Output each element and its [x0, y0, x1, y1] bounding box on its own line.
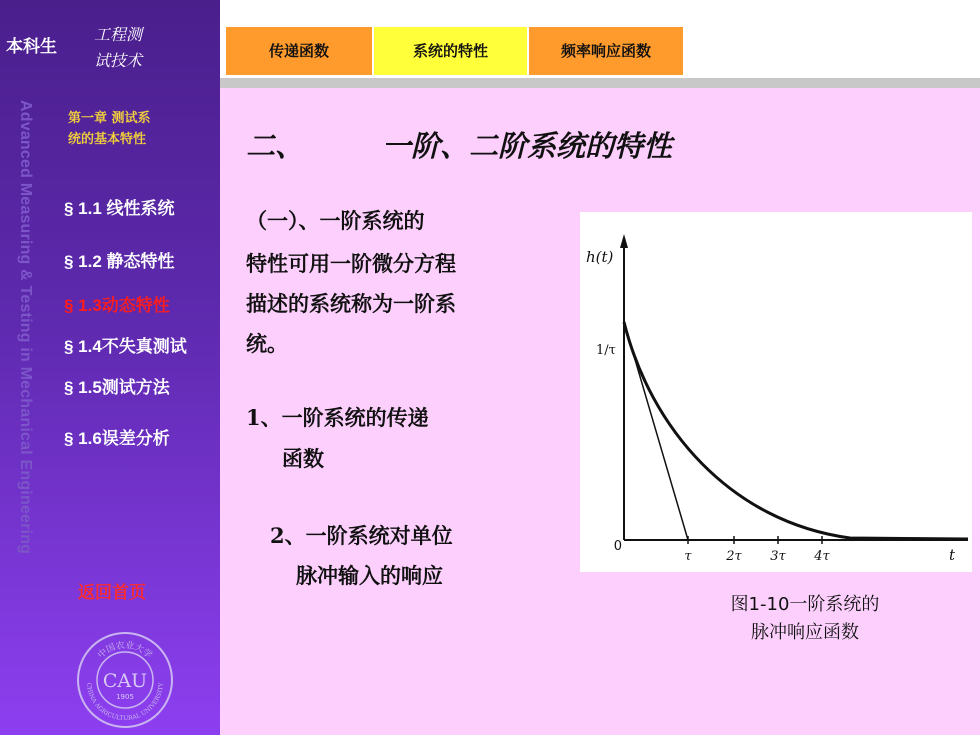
y-tick-label: 1/τ [596, 343, 616, 358]
x-axis-label: t [948, 546, 956, 564]
sidebar-item-linear-system[interactable]: § 1.1 线性系统 [64, 199, 175, 218]
sidebar-item-dynamic-characteristics[interactable]: § 1.3动态特性 [64, 296, 170, 315]
y-axis-label: h(t) [586, 248, 614, 266]
header-divider [220, 78, 980, 88]
item1-title-line1: 1、一阶系统的传递 [246, 405, 429, 430]
sidebar-item-test-methods[interactable]: § 1.5测试方法 [64, 378, 170, 397]
sidebar-item-static-characteristics[interactable]: § 1.2 静态特性 [64, 252, 175, 271]
brand-label: 本科生 [6, 37, 57, 57]
logo-center-text: CAU [102, 670, 148, 692]
course-title-line2: 试技术 [94, 51, 143, 70]
response-curve [624, 322, 968, 539]
figure-caption-line1: 图1-10一阶系统的 [730, 594, 880, 615]
y-axis-arrow [620, 234, 628, 248]
title-text: 一阶、二阶系统的特性 [382, 129, 673, 163]
home-link[interactable]: 返回首页 [78, 583, 146, 603]
figure-caption-line2: 脉冲响应函数 [751, 622, 859, 643]
figure-caption [700, 591, 910, 647]
course-title [94, 22, 142, 74]
page-title [246, 124, 672, 165]
chapter-title-line2: 统的基本特性 [68, 132, 147, 147]
chapter-title [68, 108, 213, 150]
x-tick-label: 3τ [770, 549, 786, 564]
origin-label: 0 [613, 539, 622, 554]
sidebar-item-error-analysis[interactable]: § 1.6误差分析 [64, 429, 170, 448]
tab-frequency-response[interactable]: 频率响应函数 [529, 27, 683, 75]
title-number: 二、 [246, 129, 305, 163]
item2-title-line1: 2、一阶系统对单位 [270, 523, 453, 548]
tab-transfer-function[interactable]: 传递函数 [226, 27, 372, 75]
paragraph-line: （一）、一阶系统的 [246, 208, 425, 233]
university-logo [75, 630, 175, 730]
x-tick-label: 2τ [726, 549, 742, 564]
chapter-title-line1: 第一章 测试系 [68, 111, 151, 126]
logo-bottom-text: CHINA AGRICULTURAL UNIVERSITY [84, 682, 166, 723]
tab-system-characteristics[interactable]: 系统的特性 [374, 27, 527, 75]
x-tick-label: τ [684, 549, 692, 564]
x-tick-label: 4τ [814, 549, 830, 564]
svg-text:中国农业大学 [95, 639, 155, 661]
item2-title-line2: 脉冲输入的响应 [296, 563, 443, 588]
tangent-line [624, 322, 688, 540]
paragraph-line: 统。 [246, 331, 288, 356]
paragraph-line: 描述的系统称为一阶系 [246, 291, 456, 316]
impulse-response-figure [580, 212, 972, 572]
item1-title-line2: 函数 [282, 446, 324, 471]
course-title-line1: 工程测 [94, 25, 143, 44]
sidebar-item-distortionless-testing[interactable]: § 1.4不失真测试 [64, 337, 187, 356]
sidebar [0, 0, 220, 735]
vertical-course-name: Advanced Measuring & Testing in Mechanical Engineering [17, 100, 34, 555]
logo-year: 1905 [116, 693, 134, 701]
logo-top-text: 中国农业大学 [96, 640, 154, 661]
paragraph-line: 特性可用一阶微分方程 [246, 251, 456, 276]
